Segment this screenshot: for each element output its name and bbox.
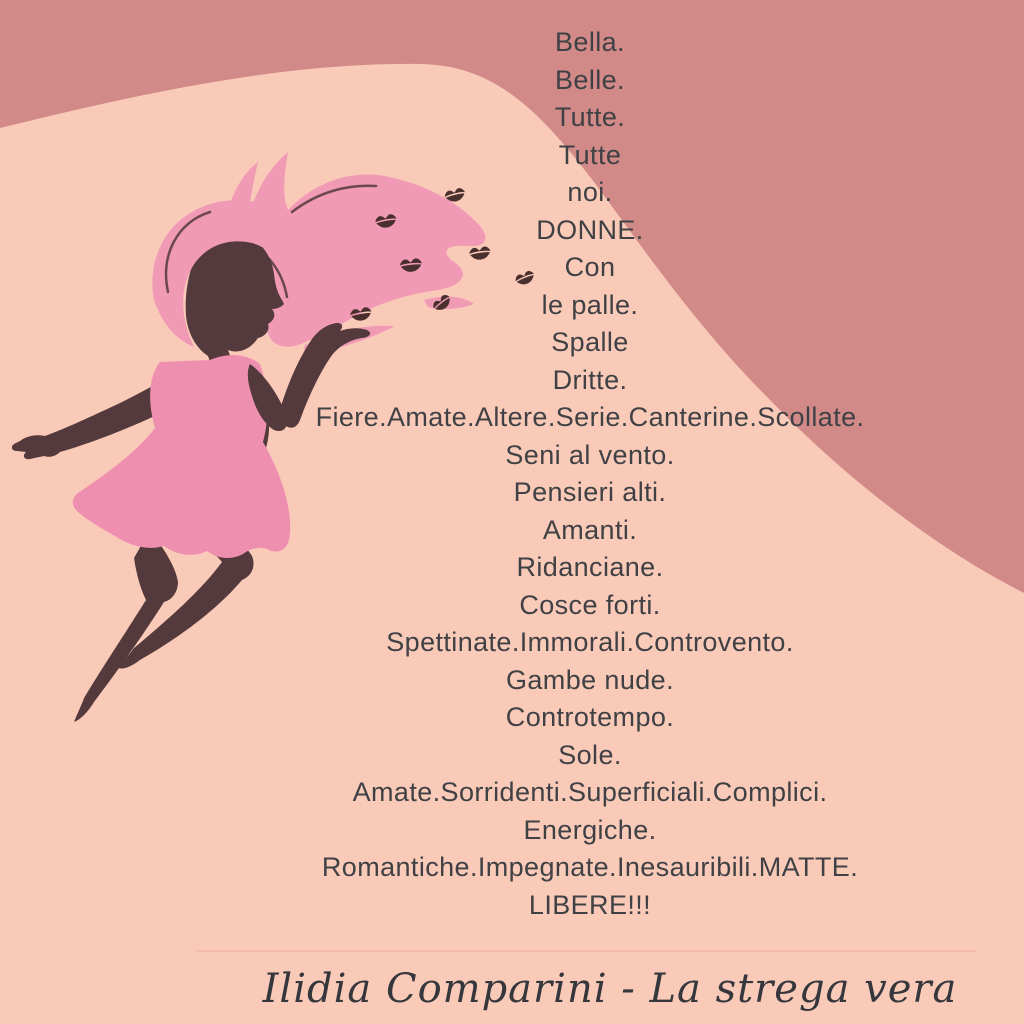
poem-line: Cosce forti. bbox=[519, 589, 661, 620]
poem-line: Romantiche.Impegnate.Inesauribili.MATTE. bbox=[321, 852, 859, 882]
poem-line: Fiere.Amate.Altere.Serie.Canterine.Scollate. bbox=[315, 402, 865, 432]
poem-line: Pensieri alti. bbox=[513, 477, 667, 507]
signature-author: Ilidia Comparini - La strega vera bbox=[262, 966, 958, 1012]
poem-line: Spalle bbox=[551, 327, 629, 357]
poem-line: Con bbox=[564, 252, 616, 282]
divider-line bbox=[196, 950, 977, 952]
poem-line: Gambe nude. bbox=[505, 664, 674, 695]
poem-line: Amanti. bbox=[542, 514, 638, 545]
poem-line: Seni al vento. bbox=[505, 439, 675, 470]
poem-line: Ridanciane. bbox=[516, 552, 664, 582]
poem-line: Controtempo. bbox=[505, 702, 675, 732]
poem-line: Sole. bbox=[558, 739, 622, 770]
poem-line: noi. bbox=[567, 177, 613, 207]
poem-line: Amate.Sorridenti.Superficiali.Complici. bbox=[352, 777, 828, 807]
poem-line: le palle. bbox=[541, 289, 639, 320]
poem-line: Energiche. bbox=[523, 814, 657, 845]
poem-line: Dritte. bbox=[552, 364, 628, 395]
poem-line: DONNE. bbox=[536, 214, 644, 245]
poem-line: Tutte bbox=[558, 139, 622, 170]
poem-line: Belle. bbox=[555, 64, 625, 95]
poem-text-block bbox=[160, 24, 1020, 924]
poem-line: Bella. bbox=[555, 27, 625, 57]
poem-line: Tutte. bbox=[554, 102, 626, 132]
poem-line: Spettinate.Immorali.Controvento. bbox=[386, 627, 794, 657]
poem-line: LIBERE!!! bbox=[528, 889, 652, 920]
